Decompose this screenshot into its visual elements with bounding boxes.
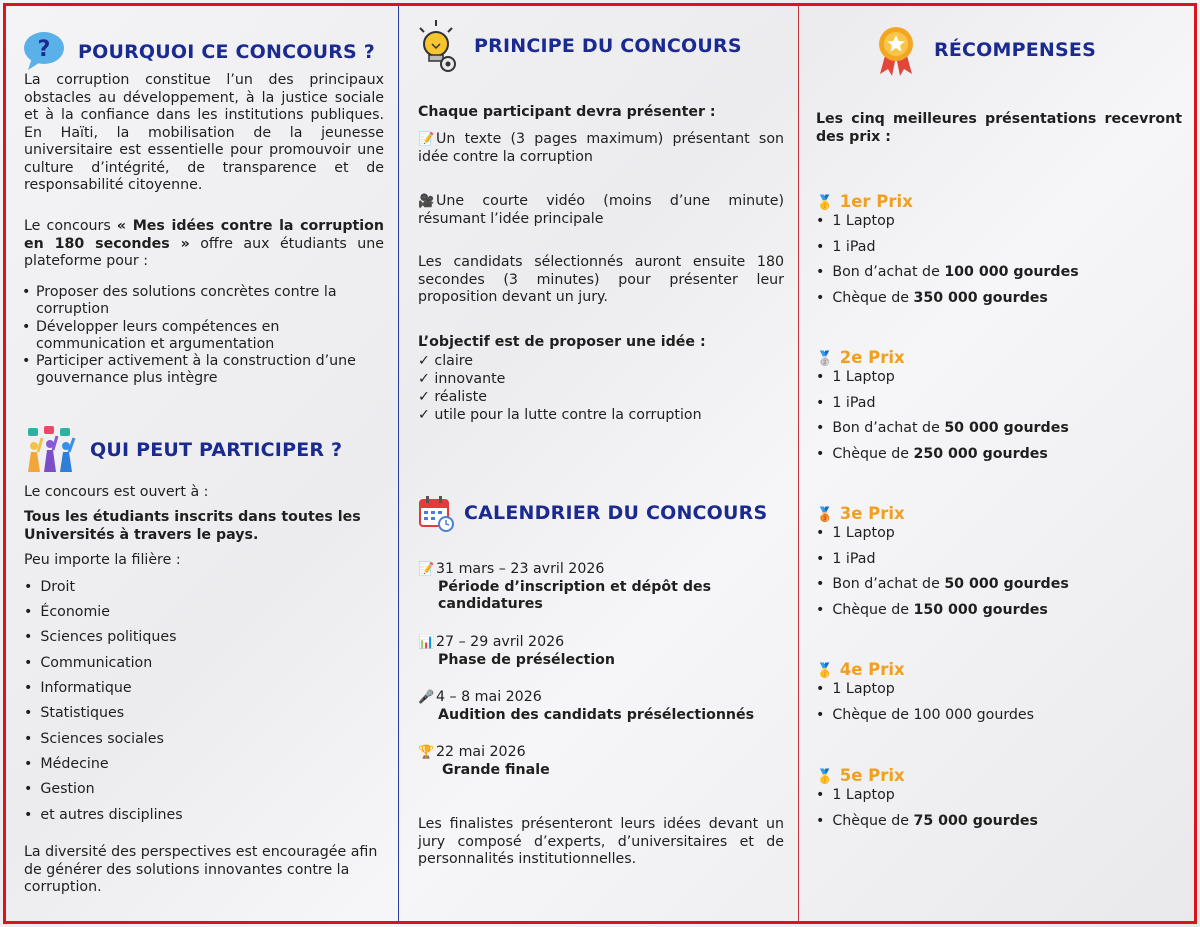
prize-title: 🥇 1er Prix [816,192,913,211]
prize-block [816,660,1035,723]
trophy-icon: 🏆 [418,745,435,760]
award-ribbon-icon [876,24,916,76]
list-item: • Chèque de 250 000 gourdes [816,446,1048,462]
prize-block [816,504,1069,618]
prize-block [816,766,1038,829]
calendar-closing: Les finalistes présenteront leurs idées devant un jury composé d’experts, d’universitaires et de personnalités institutionnelles. [418,816,784,867]
list-item: • Chèque de 150 000 gourdes [816,602,1048,618]
who-intro: Le concours est ouvert à : [24,484,209,500]
event-date: 27 – 29 avril 2026 [436,634,565,650]
calendar-event [418,561,738,614]
bronze-medal-icon: 🥉 [816,507,834,523]
prize-title: 🥈 2e Prix [816,348,905,367]
principle-item-text: 📝 Un texte (3 pages maximum) présentant son idée contre la corruption [418,131,784,165]
list-item: • Gestion [24,781,95,797]
list-item: • 1 iPad [816,239,875,255]
list-item: • Informatique [24,680,132,696]
gold-medal-icon: 🥇 [816,663,834,679]
why-header [22,30,375,74]
list-item: • Médecine [24,756,109,772]
column-rewards [806,6,1190,921]
calendar-title: CALENDRIER DU CONCOURS [464,502,768,524]
why-paragraph: La corruption constitue l’un des principaux obstacles au développement, à la justice sociale et à la confiance dans les institutions publiques. En Haïti, la mobilisation de la jeunesse universitaire est essentielle pour promouvoir une culture d’intégrité, de transparence et de responsabilité citoyenne. [24,72,384,193]
check-icon: ✓ [418,371,430,387]
column-divider [398,6,399,921]
rewards-title: RÉCOMPENSES [934,39,1096,61]
list-item: • 1 Laptop [816,525,895,541]
rewards-header [876,24,1096,76]
column-principle-calendar [406,6,790,921]
who-header [24,426,342,474]
list-item: • Participer activement à la construction d’une gouvernance plus intègre [22,353,384,388]
objective-list [418,352,702,424]
people-raising-hands-icon [24,426,80,474]
who-eligibility: Tous les étudiants inscrits dans toutes les Universités à travers le pays. [24,509,361,543]
list-item: ✓ réaliste [418,389,487,405]
list-item: • 1 Laptop [816,369,895,385]
event-label: Audition des candidats présélectionnés [438,706,755,723]
list-item: • Développer leurs compétences en communication et argumentation [22,319,384,354]
list-item: • Sciences sociales [24,731,164,747]
event-date: 31 mars – 23 avril 2026 [436,561,605,577]
list-item: • 1 Laptop [816,787,895,803]
column-divider [798,6,799,921]
event-date: 4 – 8 mai 2026 [436,689,542,705]
list-item: • 1 iPad [816,551,875,567]
prize-title: 🥇 4e Prix [816,660,905,679]
list-item: • Chèque de 350 000 gourdes [816,290,1048,306]
why-contest-paragraph: Le concours « Mes idées contre la corruption en 180 secondes » offre aux étudiants une plateforme pour : [24,218,385,269]
video-camera-icon: 🎥 [418,194,435,209]
prize-block [816,348,1069,462]
prize-title: 🥇 5e Prix [816,766,905,785]
who-title: QUI PEUT PARTICIPER ? [90,439,343,461]
memo-icon: 📝 [418,562,435,577]
chart-icon: 📊 [418,635,435,650]
principle-title: PRINCIPE DU CONCOURS [474,35,742,57]
svg-text:?: ? [37,37,51,62]
list-item: ✓ innovante [418,371,506,387]
principle-intro: Chaque participant devra présenter : [418,104,716,120]
list-item: ✓ claire [418,353,474,369]
principle-item-video: 🎥 Une courte vidéo (moins d’une minute) résumant l’idée principale [418,193,784,227]
gold-medal-icon: 🥇 [816,769,834,785]
check-icon: ✓ [418,353,430,369]
list-item: • Bon d’achat de 100 000 gourdes [816,264,1079,280]
why-title: POURQUOI CE CONCOURS ? [78,41,375,63]
rewards-intro: Les cinq meilleures présentations recevront des prix : [816,111,1182,145]
list-item: • Droit [24,579,75,595]
who-closing: La diversité des perspectives est encouragée afin de générer des solutions innovantes contre la corruption. [24,844,378,895]
list-item: • Communication [24,655,152,671]
list-item: • 1 iPad [816,395,875,411]
gold-medal-icon: 🥇 [816,195,834,211]
why-bullet-list [22,284,384,388]
list-item: • Chèque de 100 000 gourdes [816,707,1034,723]
list-item: • et autres disciplines [24,807,183,823]
calendar-icon [418,494,454,532]
list-item: • 1 Laptop [816,213,895,229]
event-label: Phase de présélection [438,651,616,668]
memo-icon: 📝 [418,132,435,147]
list-item: • Bon d’achat de 50 000 gourdes [816,420,1069,436]
column-why-who [8,6,392,921]
calendar-event [418,689,754,724]
event-label: Période d’inscription et dépôt des candidatures [438,578,712,612]
list-item: • Chèque de 75 000 gourdes [816,813,1038,829]
calendar-event [418,744,550,779]
prize-block [816,192,1079,306]
field-intro: Peu importe la filière : [24,552,181,568]
prize-title: 🥉 3e Prix [816,504,905,523]
check-icon: ✓ [418,407,430,423]
list-item: • Statistiques [24,705,124,721]
event-date: 22 mai 2026 [436,744,526,760]
silver-medal-icon: 🥈 [816,351,834,367]
contest-name: « Mes idées contre la corruption en 180 secondes » [24,218,385,252]
event-label: Grande finale [442,761,550,778]
list-item: • Bon d’achat de 50 000 gourdes [816,576,1069,592]
principle-paragraph: Les candidats sélectionnés auront ensuite 180 secondes (3 minutes) pour présenter leur proposition devant un jury. [418,254,784,305]
list-item: • 1 Laptop [816,681,895,697]
list-item: • Sciences politiques [24,629,176,645]
lightbulb-gear-icon [414,18,460,74]
calendar-event [418,634,615,669]
microphone-icon: 🎤 [418,690,435,705]
question-bubble-icon [22,30,70,74]
objective-title: L’objectif est de proposer une idée : [418,334,706,350]
calendar-header [418,494,767,532]
check-icon: ✓ [418,389,430,405]
principle-header [414,18,742,74]
list-item: ✓ utile pour la lutte contre la corruption [418,407,702,423]
list-item: • Proposer des solutions concrètes contre la corruption [22,284,384,319]
list-item: • Économie [24,604,110,620]
